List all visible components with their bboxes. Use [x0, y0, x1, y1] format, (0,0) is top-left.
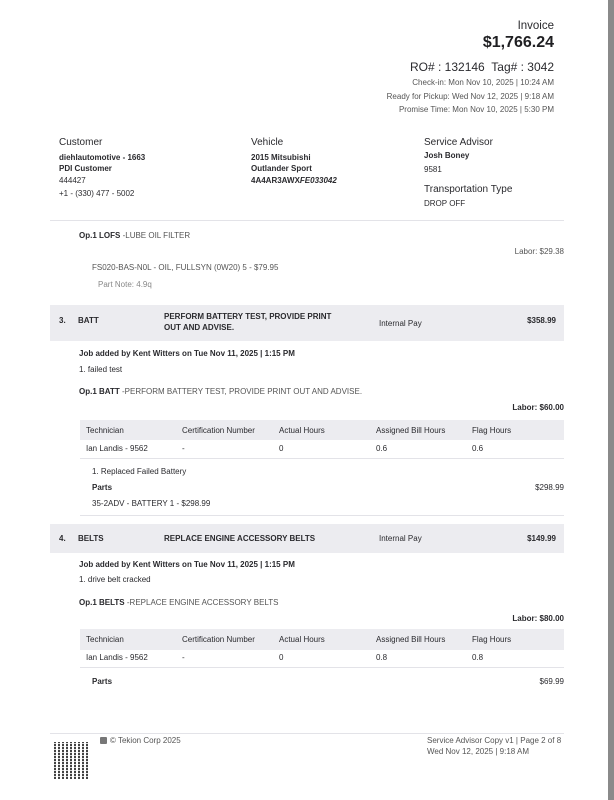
op-desc: -LUBE OIL FILTER — [122, 231, 191, 240]
job-number: 4. — [59, 534, 66, 543]
td-bill-hours: 0.6 — [376, 444, 388, 453]
job-desc-1: PERFORM BATTERY TEST, PROVIDE PRINT — [164, 312, 332, 321]
scan-edge — [608, 0, 614, 800]
labor-text: Labor: $29.38 — [514, 247, 564, 256]
part-note: Part Note: 4.9q — [98, 280, 152, 289]
th-bill-hours: Assigned Bill Hours — [376, 635, 446, 644]
copyright: © Tekion Corp 2025 — [110, 736, 181, 745]
th-flag-hours: Flag Hours — [472, 426, 512, 435]
job-desc-1: REPLACE ENGINE ACCESSORY BELTS — [164, 534, 316, 543]
th-bill-hours: Assigned Bill Hours — [376, 426, 446, 435]
transport-label: Transportation Type — [424, 184, 513, 195]
th-actual-hours: Actual Hours — [279, 426, 325, 435]
job-labor: Labor: $60.00 — [512, 403, 564, 412]
job-added: Job added by Kent Witters on Tue Nov 11, 2025 | 1:15 PM — [79, 349, 295, 358]
parts-total: $298.99 — [535, 483, 564, 492]
divider — [50, 220, 564, 221]
job-pay-type: Internal Pay — [379, 534, 422, 543]
qr-code — [54, 742, 90, 779]
th-technician: Technician — [86, 635, 124, 644]
ready-for-pickup: Ready for Pickup: Wed Nov 12, 2025 | 9:18 AM — [386, 92, 554, 101]
th-flag-hours: Flag Hours — [472, 635, 512, 644]
job-labor: Labor: $80.00 — [512, 614, 564, 623]
td-certification: - — [182, 444, 185, 453]
op-code: Op.1 LOFS — [79, 231, 121, 240]
job-total: $358.99 — [527, 316, 556, 325]
footer-divider — [50, 733, 564, 734]
td-technician: Ian Landis - 9562 — [86, 653, 148, 662]
td-actual-hours: 0 — [279, 444, 284, 453]
td-flag-hours: 0.8 — [472, 653, 484, 662]
op-code: Op.1 BATT — [79, 387, 120, 396]
td-flag-hours: 0.6 — [472, 444, 484, 453]
job-number: 3. — [59, 316, 66, 325]
customer-name: diehlautomotive - 1663 — [59, 153, 146, 162]
ro-number: RO# : 132146 — [410, 60, 485, 74]
divider — [80, 515, 564, 516]
th-certification: Certification Number — [182, 426, 255, 435]
th-certification: Certification Number — [182, 635, 255, 644]
parts-total: $69.99 — [539, 677, 564, 686]
customer-type: PDI Customer — [59, 164, 112, 173]
op-desc: -REPLACE ENGINE ACCESSORY BELTS — [126, 598, 279, 607]
promise-time: Promise Time: Mon Nov 10, 2025 | 5:30 PM — [398, 105, 554, 114]
th-actual-hours: Actual Hours — [279, 635, 325, 644]
print-date: Wed Nov 12, 2025 | 9:18 AM — [427, 747, 529, 756]
divider — [80, 667, 564, 668]
job-desc-2: OUT AND ADVISE. — [164, 323, 235, 332]
vin-suffix: FE033042 — [299, 176, 337, 185]
th-technician: Technician — [86, 426, 124, 435]
customer-label: Customer — [59, 137, 103, 148]
vehicle-vin — [251, 176, 337, 185]
customer-phone: +1 - (330) 477 - 5002 — [59, 189, 135, 198]
op-desc: -PERFORM BATTERY TEST, PROVIDE PRINT OUT AND ADVISE. — [121, 387, 363, 396]
td-bill-hours: 0.8 — [376, 653, 388, 662]
job-code: BATT — [78, 316, 99, 325]
invoice-title: Invoice — [517, 20, 554, 32]
parts-label: Parts — [92, 483, 113, 492]
op-code: Op.1 BELTS — [79, 598, 125, 607]
part-line: 35-2ADV - BATTERY 1 - $298.99 — [92, 499, 211, 508]
transport-type: DROP OFF — [424, 199, 466, 208]
prev-part: FS020-BAS-N0L - OIL, FULLSYN (0W20) 5 - $79.95 — [92, 263, 279, 272]
copy-page: Service Advisor Copy v1 | Page 2 of 8 — [427, 736, 562, 745]
job-correction: 1. Replaced Failed Battery — [92, 467, 187, 476]
check-in: Check-in: Mon Nov 10, 2025 | 10:24 AM — [412, 78, 554, 87]
tekion-logo-icon — [100, 737, 107, 744]
prev-op — [79, 231, 190, 240]
invoice-total: $1,766.24 — [482, 34, 554, 51]
td-certification: - — [182, 653, 185, 662]
job-op — [79, 387, 362, 396]
divider — [80, 458, 564, 459]
job-code: BELTS — [78, 534, 104, 543]
job-added: Job added by Kent Witters on Tue Nov 11, 2025 | 1:15 PM — [79, 560, 295, 569]
td-technician: Ian Landis - 9562 — [86, 444, 148, 453]
vehicle-label: Vehicle — [251, 137, 284, 148]
advisor-id: 9581 — [424, 165, 442, 174]
parts-label: Parts — [92, 677, 113, 686]
td-actual-hours: 0 — [279, 653, 284, 662]
vin-prefix: 4A4AR3AWX — [251, 176, 300, 185]
prev-labor — [515, 247, 564, 256]
tag-number: Tag# : 3042 — [491, 60, 554, 74]
customer-id: 444427 — [59, 176, 86, 185]
advisor-name: Josh Boney — [424, 151, 470, 160]
job-pay-type: Internal Pay — [379, 319, 422, 328]
job-concern: 1. drive belt cracked — [79, 575, 151, 584]
job-concern: 1. failed test — [79, 365, 123, 374]
vehicle-year-make: 2015 Mitsubishi — [251, 153, 311, 162]
advisor-label: Service Advisor — [424, 137, 493, 148]
vehicle-model: Outlander Sport — [251, 164, 312, 173]
job-op — [79, 598, 278, 607]
job-total: $149.99 — [527, 534, 556, 543]
job-3-header — [50, 305, 564, 341]
